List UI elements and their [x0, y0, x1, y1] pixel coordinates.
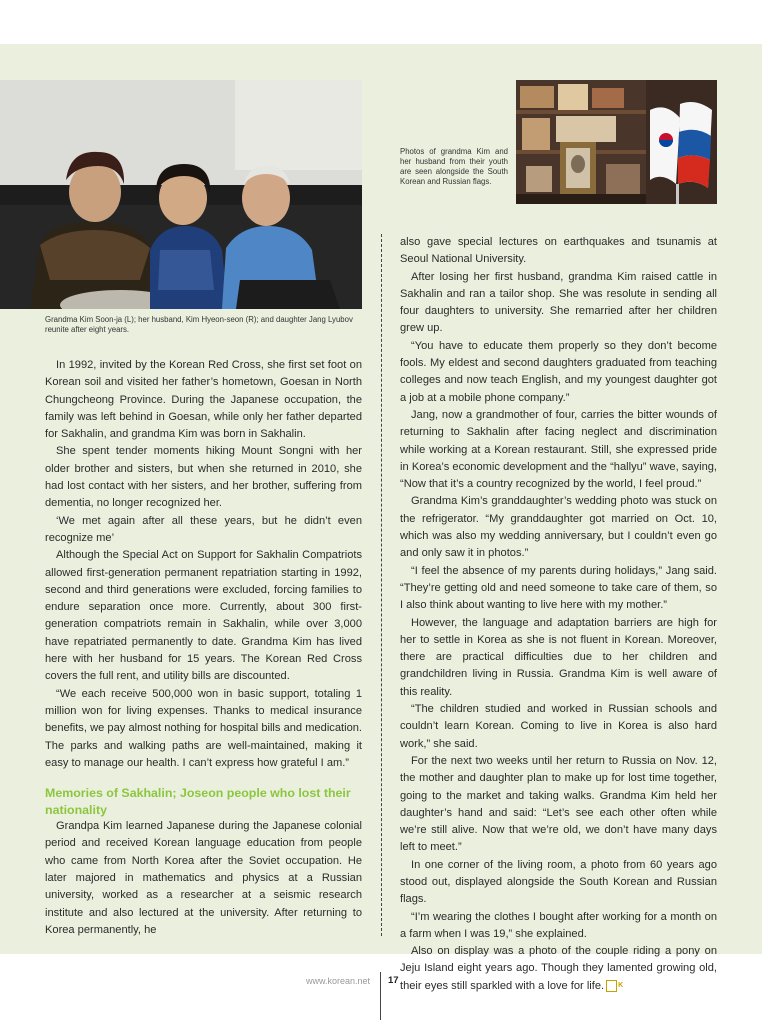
- family-photo: [0, 80, 362, 309]
- left-column: [45, 357, 362, 939]
- last-paragraph-text: Also on display was a photo of the couple riding a pony on Jeju Island eight years ago. Though they lamented growing old, their eyes still sparkled with a love for life.: [400, 945, 717, 992]
- paragraph-continuation: also gave special lectures on earthquakes and tsunamis at Seoul National University.: [400, 236, 717, 266]
- last-paragraph: [400, 943, 717, 995]
- paragraph: “You have to educate them properly so they don’t become fools. My eldest and second daughters graduated from teaching colleges and now teach English, and my youngest daughter got a job at a mobile phone company.”: [400, 339, 717, 404]
- section-heading: Memories of Sakhalin; Joseon people who lost their nationality: [45, 786, 351, 817]
- article-end-icon: K: [606, 980, 617, 992]
- shelf-photo-caption: Photos of grandma Kim and her husband from their youth are seen alongside the South Korean and Russian flags.: [400, 147, 508, 186]
- shelf-photo-with-flags: [516, 80, 717, 204]
- paragraph: After losing her first husband, grandma Kim raised cattle in Sakhalin and ran a tailor shop. She was resolute in sending all four daughters to university. She remarried after her children grew up.: [400, 270, 717, 335]
- paragraph: Grandpa Kim learned Japanese during the Japanese colonial period and received Korean language education from people who came from North Korea after the Soviet occupation. He later majored in mathematics and physics at a Russian university, worked as a researcher at a seismic research institute and also lectured at the university. After returning to Korea permanently, he: [45, 820, 362, 936]
- right-column: [400, 234, 717, 995]
- paragraph: Jang, now a grandmother of four, carries the bitter wounds of returning to Sakhalin after facing neglect and discrimination while working at a Korean restaurant. Still, she expressed pride in Korea’s economic development and the “hallyu” wave, saying, “Now that it’s a country recognized by the world, I feel proud.”: [400, 408, 717, 491]
- paragraph: In one corner of the living room, a photo from 60 years ago stood out, displayed alongside the South Korean and Russian flags.: [400, 858, 717, 906]
- paragraph: Grandma Kim’s granddaughter’s wedding photo was stuck on the refrigerator. “My granddaughter got married on Oct. 10, which was also my wedding anniversary, but I couldn’t even go and only saw it in photos.”: [400, 495, 717, 560]
- paragraph: However, the language and adaptation barriers are high for her to settle in Korea as she is not fluent in Korean. Moreover, there are practical difficulties due to her children and grandchildren living in Russia. Grandma Kim is well aware of this reality.: [400, 616, 717, 698]
- column-divider: [381, 234, 382, 936]
- paragraph: “I feel the absence of my parents during holidays,” Jang said. “They’re getting old and need someone to take care of them, so I also think about wanting to live here with my mother.”: [400, 564, 717, 612]
- paragraph: Although the Special Act on Support for Sakhalin Compatriots allowed first-generation permanent repatriation starting in 1992, second and third generations were excluded, forcing families to endure separation once more. Currently, about 300 first-generation compatriots remain in Sakhalin, while over 3,000 have repatriated permanently to date. Grandma Kim has lived here with her husband for 15 years. The Korean Red Cross covers the full rent, and utility bills are discounted.: [45, 549, 362, 683]
- paragraph: “The children studied and worked in Russian schools and couldn’t learn Korean. Coming to live in Korea is also hard work,” she said.: [400, 703, 717, 750]
- paragraph: “We each receive 500,000 won in basic support, totaling 1 million won for living expenses. Thanks to medical insurance benefits, we pay almost nothing for hospital bills and medication. The parks and walking paths are well-maintained, making it easy to manage our health. I can’t express how grateful I am.”: [45, 687, 362, 769]
- family-photo-caption: Grandma Kim Soon-ja (L); her husband, Kim Hyeon-seon (R); and daughter Jang Lyubov reunite after eight years.: [45, 315, 353, 334]
- page-number: 17: [388, 975, 399, 986]
- footer-url: www.korean.net: [305, 976, 370, 986]
- paragraph: ‘We met again after all these years, but he didn’t even recognize me’: [45, 514, 362, 544]
- paragraph: In 1992, invited by the Korean Red Cross, she first set foot on Korean soil and visited her father’s hometown, Goesan in North Chungcheong Province. During the Japanese occupation, the family was left behind in Goesan, while only her father departed for Sakhalin, and grandma Kim was born in Sakhalin.: [45, 359, 362, 441]
- paragraph: She spent tender moments hiking Mount Songni with her older brother and sisters, but when she returned in 2010, she had lost contact with her sisters, and her brother, suffering from dementia, no longer recognized her.: [45, 445, 362, 510]
- paragraph: “I’m wearing the clothes I bought after working for a month on a farm when I was 19,” she explained.: [400, 910, 717, 940]
- paragraph: For the next two weeks until her return to Russia on Nov. 12, the mother and daughter plan to make up for lost time together, going to the market and taking walks. Grandma Kim held her daughter’s hand and said: “Let’s see each other often while we’re still alive. Now that we’re old, we don’t have many days left to meet.”: [400, 754, 717, 854]
- footer-divider: [380, 972, 381, 1020]
